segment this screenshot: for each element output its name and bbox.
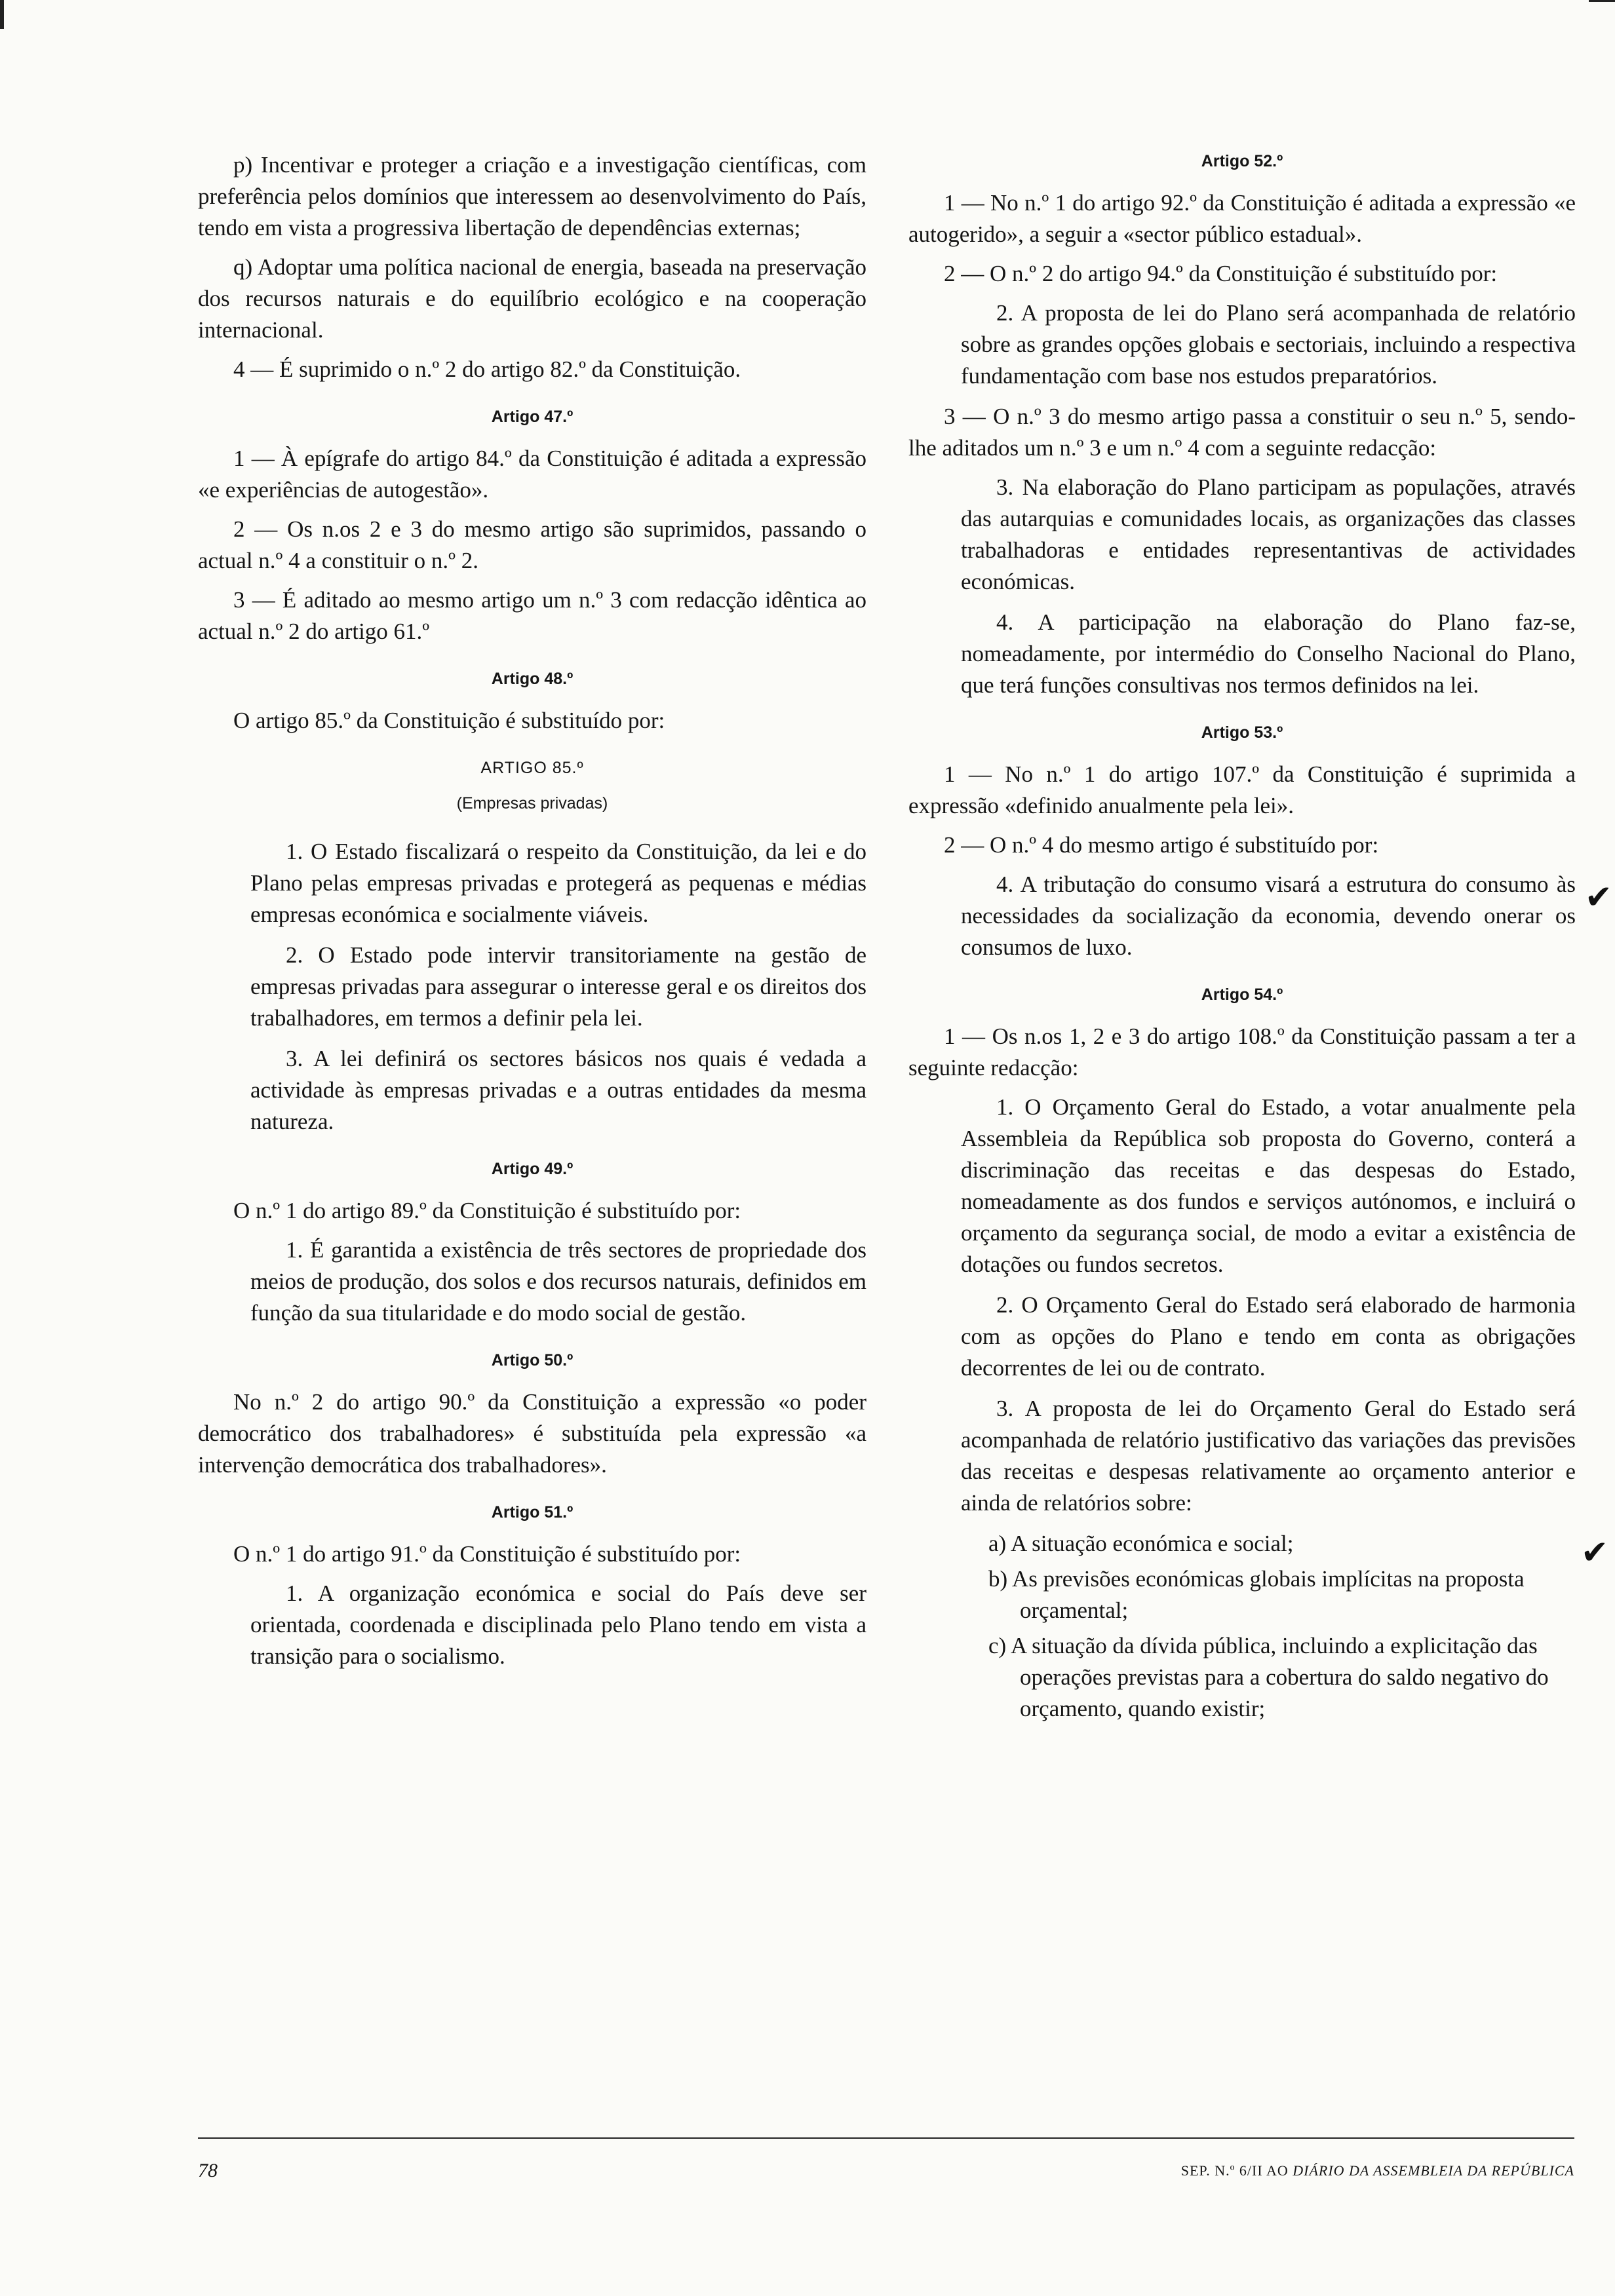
paragraph: No n.º 2 do artigo 90.º da Constituição a expressão «o poder democrático dos trabalhadores» é substituída pela expressão «a intervenção democrática dos trabalhadores». [198,1389,866,1478]
quoted-paragraph: 3. A proposta de lei do Orçamento Geral do Estado será acompanhada de relatório justificativo das variações das previsões das receitas e despesas relativamente ao orçamento anterior e ainda de relatórios sobre: [961,1396,1576,1516]
quoted-paragraph: 1. O Estado fiscalizará o respeito da Constituição, da lei e do Plano pelas empresas privadas e protegerá as pequenas e médias empresas económica e socialmente viáveis. [250,839,866,927]
scan-edge-mark [1589,0,1615,2]
list-item: a) A situação económica e social; [988,1531,1294,1556]
paragraph: O artigo 85.º da Constituição é substituído por: [233,708,665,733]
publication-source [1181,2162,1574,2179]
article-heading: Artigo 52.º [1201,152,1283,170]
scan-edge-mark [0,0,4,29]
paragraph: 1 — À epígrafe do artigo 84.º da Constituição é aditada a expressão «e experiências de autogestão». [198,446,866,503]
paragraph: 3 — É aditado ao mesmo artigo um n.º 3 com redacção idêntica ao actual n.º 2 do artigo 61.º [198,587,866,644]
paragraph: p) Incentivar e proteger a criação e a investigação científicas, com preferência pelos domínios que interessem ao desenvolvimento do País, tendo em vista a progressiva libertação de dependências externas; [198,152,866,240]
article-heading: Artigo 48.º [491,670,574,688]
list-item: b) As previsões económicas globais implícitas na proposta orçamental; [988,1566,1525,1623]
hand-check-mark-icon: ✔ [1585,879,1612,915]
quoted-paragraph: 4. A participação na elaboração do Plano faz-se, nomeadamente, por intermédio do Conselho Nacional do Plano, que terá funções consultivas nos termos definidos na lei. [961,609,1576,698]
page-number: 78 [198,2160,218,2181]
paragraph: 2 — O n.º 2 do artigo 94.º da Constituição é substituído por: [944,261,1498,286]
quoted-paragraph: 2. O Orçamento Geral do Estado será elaborado de harmonia com as opções do Plano e tendo em conta as obrigações decorrentes de lei ou de contrato. [961,1292,1576,1381]
right-column [908,149,1576,1729]
quoted-paragraph: 1. O Orçamento Geral do Estado, a votar anualmente pela Assembleia da República sob proposta do Governo, conterá a discriminação das receitas e das despesas do Estado, nomeadamente as dos fundos e serviços autónomos, e incluirá o orçamento da segurança social, de modo a evitar a existência de dotações ou fundos secretos. [961,1094,1576,1277]
article-heading: Artigo 47.º [491,408,574,426]
source-prefix: SEP. N.º 6/II AO [1180,2162,1289,2179]
paragraph: 1 — No n.º 1 do artigo 107.º da Constituição é suprimida a expressão «definido anualmente pela lei». [908,761,1576,818]
article-heading: Artigo 54.º [1201,985,1283,1004]
quoted-paragraph: 3. Na elaboração do Plano participam as populações, através das autarquias e comunidades locais, as organizações das classes trabalhadoras e entidades representantivas de actividades económicas. [961,474,1576,594]
paragraph: 1 — Os n.os 1, 2 e 3 do artigo 108.º da Constituição passam a ter a seguinte redacção: [908,1024,1576,1081]
article-heading: Artigo 53.º [1201,723,1283,742]
paragraph: 1 — No n.º 1 do artigo 92.º da Constituição é aditada a expressão «e autogerido», a seguir a «sector público estadual». [908,190,1576,247]
article-heading: Artigo 49.º [491,1160,574,1178]
quoted-paragraph: 2. O Estado pode intervir transitoriamente na gestão de empresas privadas para assegurar o interesse geral e os direitos dos trabalhadores, em termos a definir pela lei. [250,942,866,1031]
paragraph: 2 — O n.º 4 do mesmo artigo é substituído por: [944,832,1379,858]
quoted-paragraph: 1. É garantida a existência de três sectores de propriedade dos meios de produção, dos solos e dos recursos naturais, definidos em função da sua titularidade e do modo social de gestão. [250,1237,866,1326]
paragraph: 4 — É suprimido o n.º 2 do artigo 82.º da Constituição. [233,356,741,382]
quoted-paragraph: 4. A tributação do consumo visará a estrutura do consumo às necessidades da socialização da economia, devendo onerar os consumos de luxo. [961,871,1576,960]
quoted-paragraph: 3. A lei definirá os sectores básicos nos quais é vedada a actividade às empresas privadas e a outras entidades da mesma natureza. [250,1046,866,1134]
quoted-article-heading: ARTIGO 85.º [480,759,584,777]
left-column [198,149,866,1681]
paragraph: O n.º 1 do artigo 89.º da Constituição é substituído por: [233,1198,741,1223]
paragraph: 2 — Os n.os 2 e 3 do mesmo artigo são suprimidos, passando o actual n.º 4 a constituir o n.º 2. [198,516,866,573]
hand-check-mark-icon: ✔ [1581,1534,1608,1571]
article-heading: Artigo 51.º [491,1503,574,1521]
paragraph: O n.º 1 do artigo 91.º da Constituição é substituído por: [233,1541,741,1567]
footer-divider [198,2137,1574,2139]
paragraph: q) Adoptar uma política nacional de energia, baseada na preservação dos recursos naturais e do equilíbrio ecológico e na cooperação internacional. [198,254,866,343]
paragraph: 3 — O n.º 3 do mesmo artigo passa a constituir o seu n.º 5, sendo-lhe aditados um n.º 3 e um n.º 4 com a seguinte redacção: [908,404,1576,461]
list-item: c) A situação da dívida pública, incluindo a explicitação das operações previstas para a cobertura do saldo negativo do orçamento, quando existir; [988,1633,1549,1721]
quoted-paragraph: 2. A proposta de lei do Plano será acompanhada de relatório sobre as grandes opções globais e sectoriais, incluindo a respectiva fundamentação com base nos estudos preparatórios. [961,300,1576,389]
quoted-article-subtitle: (Empresas privadas) [456,794,608,813]
quoted-paragraph: 1. A organização económica e social do País deve ser orientada, coordenada e disciplinada pelo Plano tendo em vista a transição para o socialismo. [250,1580,866,1669]
source-title: DIÁRIO DA ASSEMBLEIA DA REPÚBLICA [1293,2162,1574,2179]
article-heading: Artigo 50.º [491,1351,574,1369]
